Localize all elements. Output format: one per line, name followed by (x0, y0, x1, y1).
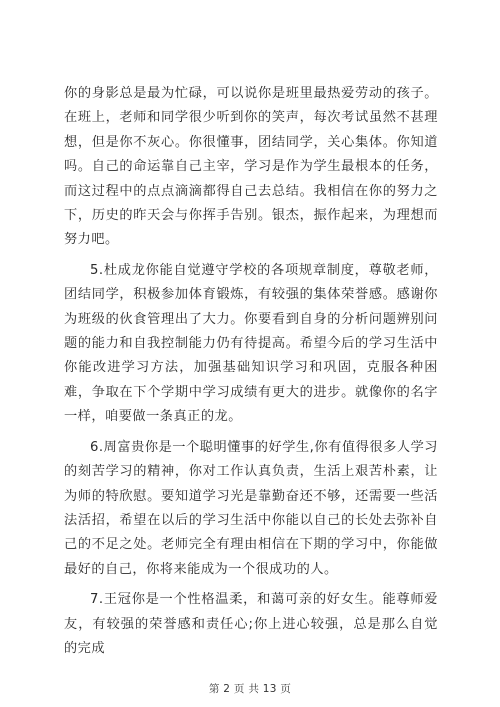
paragraph-continuation: 你的身影总是最为忙碌，可以说你是班里最热爱劳动的孩子。在班上，老师和同学很少听到你的笑声，每次考试虽然不甚理想，但是你不灰心。你很懂事，团结同学，关心集体。你知道吗。自己的命运靠自己主宰，学习是作为学生最根本的任务，而这过程中的点点滴滴都得自己去总结。我相信在你的努力之下，历史的昨天会与你挥手告别。银杰，振作起来，为理想而努力吧。 (64, 86, 438, 248)
paragraph-item-6: 6.周富贵你是一个聪明懂事的好学生,你有值得很多人学习的刻苦学习的精神，你对工作认真负责，生活上艰苦朴素，让为师的特欣慰。要知道学习光是靠勤奋还不够，还需要一些活法活招，希望在以后的学习生活中你能以自己的长处去弥补自己的不足之处。老师完全有理由相信在下期的学习中，你能做最好的自己，你将来能成为一个很成功的人。 (64, 439, 438, 577)
document-body (64, 82, 438, 667)
paragraph-item-7: 7.王冠你是一个性格温柔，和蔼可亲的好女生。能尊师爱友，有较强的荣誉感和责任心;你上进心较强，总是那么自觉的完成 (64, 592, 438, 656)
page-number-footer: 第 2 页 共 13 页 (208, 683, 292, 695)
paragraph-item-5: 5.杜成龙你能自觉遵守学校的各项规章制度，尊敬老师，团结同学，积极参加体育锻炼，有较强的集体荣誉感。感谢你为班级的伙食管理出了大力。你要看到自身的分析问题辨别问题的能力和自我控制能力仍有待提高。希望今后的学习生活中你能改进学习方法，加强基础知识学习和巩固，克服各种困难，争取在下个学期中学习成绩有更大的进步。就像你的名字一样，咱要做一条真正的龙。 (64, 262, 438, 425)
